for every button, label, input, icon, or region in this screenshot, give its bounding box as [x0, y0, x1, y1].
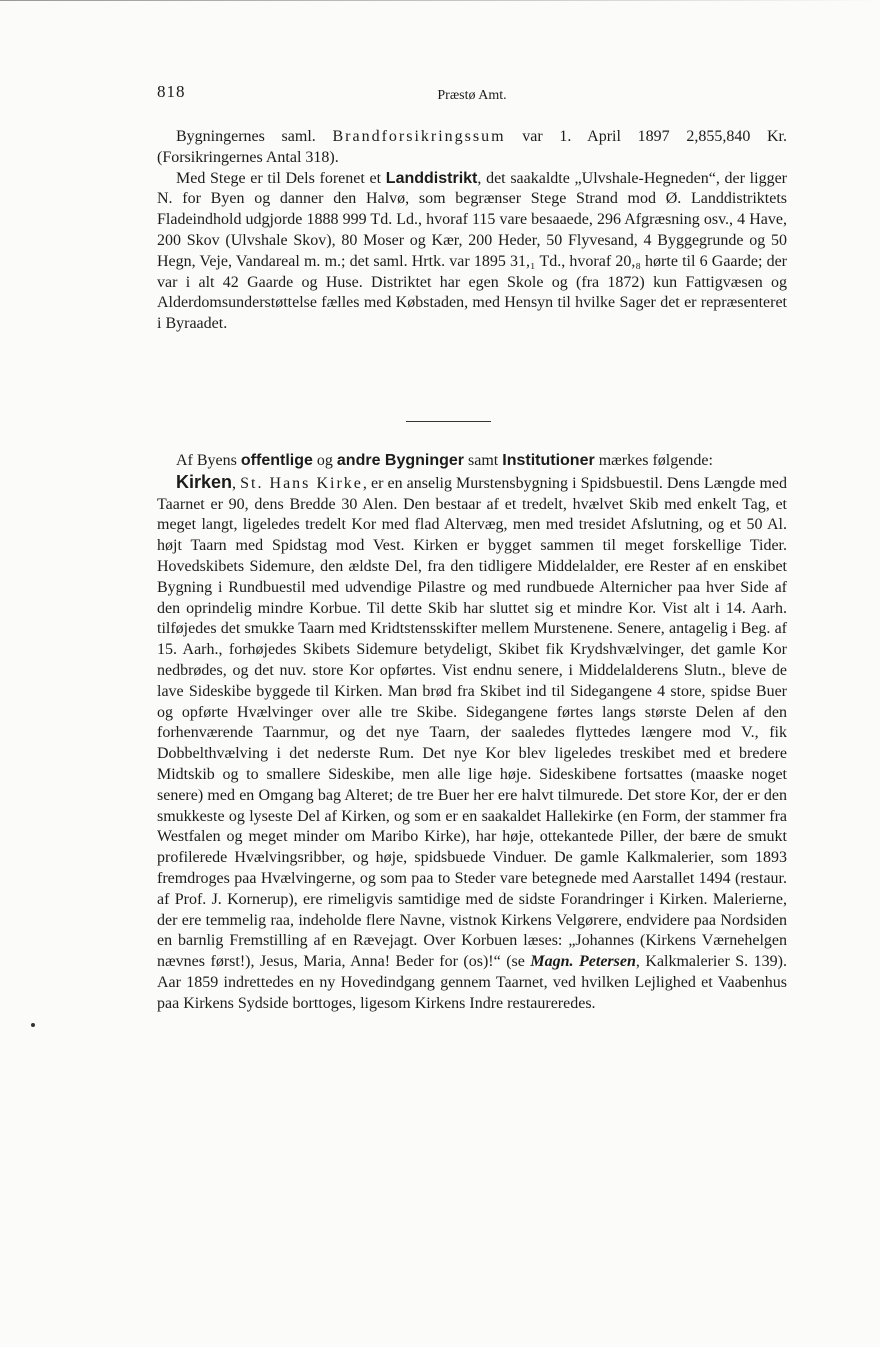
spaced-term: St. Hans Kirke: [240, 474, 363, 492]
text-run: , Kalkmalerier S. 139). Aar 1859 indrettedes en ny Hovedindgang gennem Taarnet, ved hvilken Lejlighed et Vaabenhus paa Kirkens Sydside borttoges, ligesom Kirkens Indre restaureredes.: [157, 953, 788, 1012]
text-run: , er en anselig Murstensbygning i Spidsbuestil. Dens Længde med Taarnet er 90, dens Bredde 30 Alen. Den bestaar af et tredelt, hvælvet Skib med enkelt Tag, et meget langt, ligeledes tredelt Kor med flad Altervæg, men med tresidet Afslutning, og et 50 Al. højt Taarn med Spidstag mod Vest. Kirken er bygget sammen til meget forskellige Tider. Hovedskibets Sidemure, den ældste Del, fra den tidligere Middelalder, ere Rester af en enskibet Bygning i Rundbuestil med udvendige Pilastre og med rundbuede Alternicher paa hver Side af den oprindelig mindre Korbue. Til dette Skib har sluttet sig et mindre Kor. Vist alt i 14. Aarh. tilføjedes det smukke Taarn med Kridtstensskifter mellem Murstenene. Senere, antagelig i Beg. af 15. Aarh., forhøjedes Skibets Sidemure betydeligt, Skibet fik Krydshvælvinger, det gamle Kor nedbrødes, og det nuv. store Kor opførtes. Vist endnu senere, i Middelalderens Slutn., bleve de lave Sideskibe byggede til Kirken. Man brød fra Skibet ind til Sidegangene 4 store, spidse Buer og opførte Hvælvinger over alle tre Skibe. Sidegangene førtes langs største Delen af den forhenværende Taarnmur, og det nye Taarn, der saaledes flyttedes længere mod V., fik Dobbelthvælving i det nederste Rum. Det nye Kor blev ligeledes treskibet med et bredere Midtskib og to smallere Sideskibe, men alle lige høje. Sideskibene fortsattes (maaske noget senere) med en Omgang bag Alteret; de tre Buer her ere halvt tilmurede. Det store Kor, der er den smukkeste og lyseste Del af Kirken, og som er en saakaldet Hallekirke (en Form, der stammer fra Westfalen og meget minder om Maribo Kirke), har høje, ottekantede Piller, der bære de smukt profilerede Hvælvingsribber, og høje, spidsbuede Vinduer. De gamle Kalkmalerier, som 1893 fremdroges paa Hvælvingerne, og som paa to Steder vare betegnede med Aarstallet 1494 (restaur. af Prof. J. Kornerup), ere rimeligvis samtidige med de sidste Forandringer i Kirken. Malerierne, der ere temmelig raa, indeholde flere Navne, vistnok Kirkens Velgørere, endvidere paa Nordsiden en barnlig Fremstilling af en Rævejagt. Over Korbuen læses: „Johannes (Kirkens Værnehelgen nævnes først!), Jesus, Maria, Anna! Beder for (os)!“ (se: [157, 474, 788, 971]
running-head: [157, 78, 787, 108]
bold-term: Landdistrikt: [385, 169, 478, 187]
paragraph-intro: [157, 451, 787, 472]
text-run: var 1. April 1897 2,855,840 Kr. (Forsikringernes Antal 318).: [157, 128, 787, 166]
section-bygninger: [157, 451, 787, 1015]
section-divider: [406, 421, 491, 422]
page-number: 818: [157, 82, 186, 101]
bold-term: Kirken: [176, 471, 233, 492]
text-run: Af Byens: [176, 452, 241, 469]
text-run: og: [312, 452, 337, 469]
bold-term: Institutioner: [502, 452, 595, 469]
text-run: ,: [232, 474, 241, 492]
paragraph-landdistrikt: [157, 169, 787, 335]
bold-term: offentlige: [240, 452, 313, 469]
text-run: mærkes følgende:: [594, 452, 713, 469]
spaced-term: Brandforsikringssum: [332, 128, 506, 145]
italic-citation: Magn. Petersen: [530, 953, 636, 971]
scan-edge-rule: [0, 0, 880, 1]
paragraph-kirken: [157, 472, 787, 1015]
text-run: , det saakaldte „Ulvshale-Hegneden“, der ligger N. for Byen og danner den Halvø, som begrænser Stege Strand mod Ø. Landdistriktets Fladeindhold udgjorde 1888 999 Td. Ld., hvoraf 115 vare besaaede, 296 Afgræsning osv., 4 Have, 200 Skov (Ulvshale Skov), 80 Moser og Kær, 200 Heder, 50 Flyvesand, 4 Byggegrunde og 50 Hegn, Veje, Vandareal m. m.; det saml. Hrtk. var 1895 31,₁ Td., hvoraf 20,₈ hørte til 6 Gaarde; der var i alt 42 Gaarde og Huse. Distriktet har egen Skole og (fra 1872) kun Fattigvæsen og Alderdomsunderstøttelse fælles med Købstaden, med Hensyn til hvilke Sager det er repræsenteret i Byraadet.: [157, 169, 787, 333]
text-run: Med Stege er til Dels forenet et: [176, 169, 386, 187]
text-run: samt: [464, 452, 503, 469]
text-run: Bygningernes saml.: [176, 128, 333, 145]
bold-term: andre Bygninger: [336, 452, 465, 469]
margin-speck: [31, 1023, 35, 1027]
page-header-title: Præstø Amt.: [437, 88, 507, 103]
paragraph-brandforsikring: [157, 127, 787, 169]
book-page: [157, 78, 788, 1012]
section-landdistrikt: [157, 127, 787, 335]
